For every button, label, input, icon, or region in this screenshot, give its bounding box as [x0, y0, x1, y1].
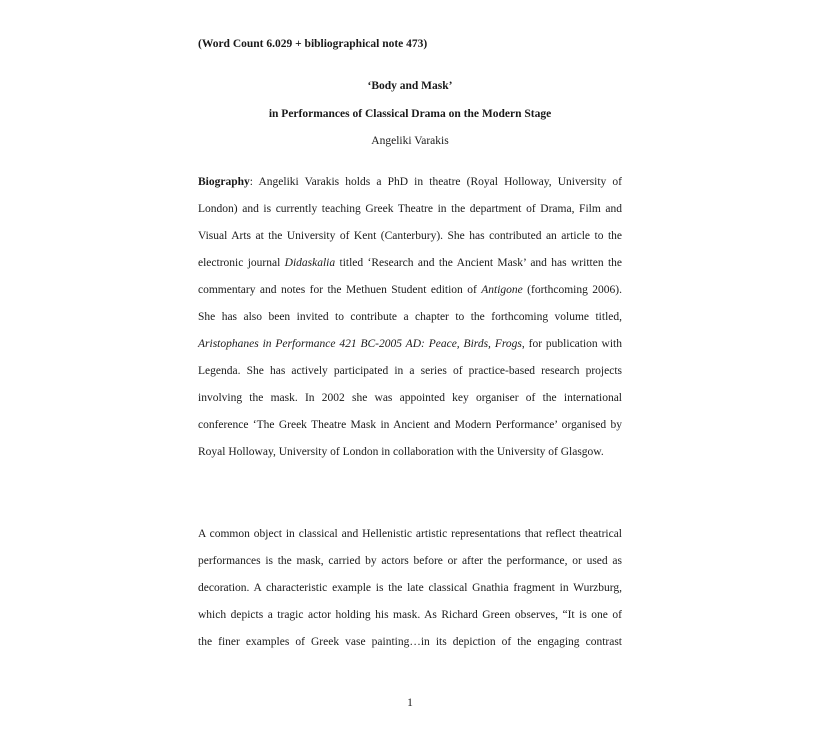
text-run: performances is the mask, carried by actors before or after the performance, or used as — [198, 555, 622, 567]
body-line — [198, 548, 622, 575]
text-run: , for publication with — [521, 338, 622, 350]
biography-line — [198, 358, 622, 385]
biography-line — [198, 412, 622, 439]
text-run: Visual Arts at the University of Kent (Canterbury). She has contributed an article to the — [198, 230, 622, 242]
text-run: : Angeliki Varakis holds a PhD in theatre (Royal Holloway, University of — [249, 176, 622, 188]
title-line-2: in Performances of Classical Drama on the Modern Stage — [268, 108, 552, 120]
bold-label: Biography — [198, 176, 250, 188]
word-count-note: (Word Count 6.029 + bibliographical note 473) — [198, 38, 428, 50]
text-run: Royal Holloway, University of London in collaboration with the University of Glasgow. — [198, 446, 604, 458]
biography-line — [198, 439, 622, 466]
body-line — [198, 629, 622, 656]
text-run: decoration. A characteristic example is the late classical Gnathia fragment in Wurzburg, — [198, 582, 622, 594]
biography-line — [198, 169, 622, 196]
biography-line — [198, 223, 622, 250]
biography-line — [198, 196, 622, 223]
biography-line — [198, 250, 622, 277]
biography-line — [198, 277, 622, 304]
text-run: which depicts a tragic actor holding his mask. As Richard Green observes, “It is one of — [198, 609, 622, 621]
italic-text: Didaskalia — [284, 257, 336, 269]
page-number: 1 — [407, 697, 413, 709]
text-run: titled ‘Research and the Ancient Mask’ and has written the — [335, 257, 622, 269]
text-run: involving the mask. In 2002 she was appointed key organiser of the international — [198, 392, 622, 404]
text-run: electronic journal — [198, 257, 285, 269]
text-run: commentary and notes for the Methuen Student edition of — [198, 284, 482, 296]
body-line — [198, 575, 622, 602]
text-run: the finer examples of Greek vase painting…in its depiction of the engaging contrast — [198, 636, 622, 648]
biography-line — [198, 331, 622, 358]
italic-text: Antigone — [481, 284, 523, 296]
body-paragraph — [198, 521, 622, 656]
body-line — [198, 521, 622, 548]
text-run: She has also been invited to contribute a chapter to the forthcoming volume titled, — [198, 311, 622, 323]
text-run: conference ‘The Greek Theatre Mask in Ancient and Modern Performance’ organised by — [198, 419, 622, 431]
title-line-1: ‘Body and Mask’ — [367, 80, 453, 92]
body-line — [198, 602, 622, 629]
author-name: Angeliki Varakis — [371, 135, 449, 147]
text-run: A common object in classical and Hellenistic artistic representations that reflect theatrical — [198, 528, 622, 540]
biography-line — [198, 385, 622, 412]
italic-text: Aristophanes in Performance 421 BC-2005 AD: Peace, Birds, Frogs — [198, 338, 522, 350]
text-run: (forthcoming 2006). — [522, 284, 622, 296]
text-run: London) and is currently teaching Greek Theatre in the department of Drama, Film and — [198, 203, 622, 215]
text-run: Legenda. She has actively participated in a series of practice-based research projects — [198, 365, 622, 377]
biography-line — [198, 304, 622, 331]
biography-paragraph — [198, 169, 622, 466]
